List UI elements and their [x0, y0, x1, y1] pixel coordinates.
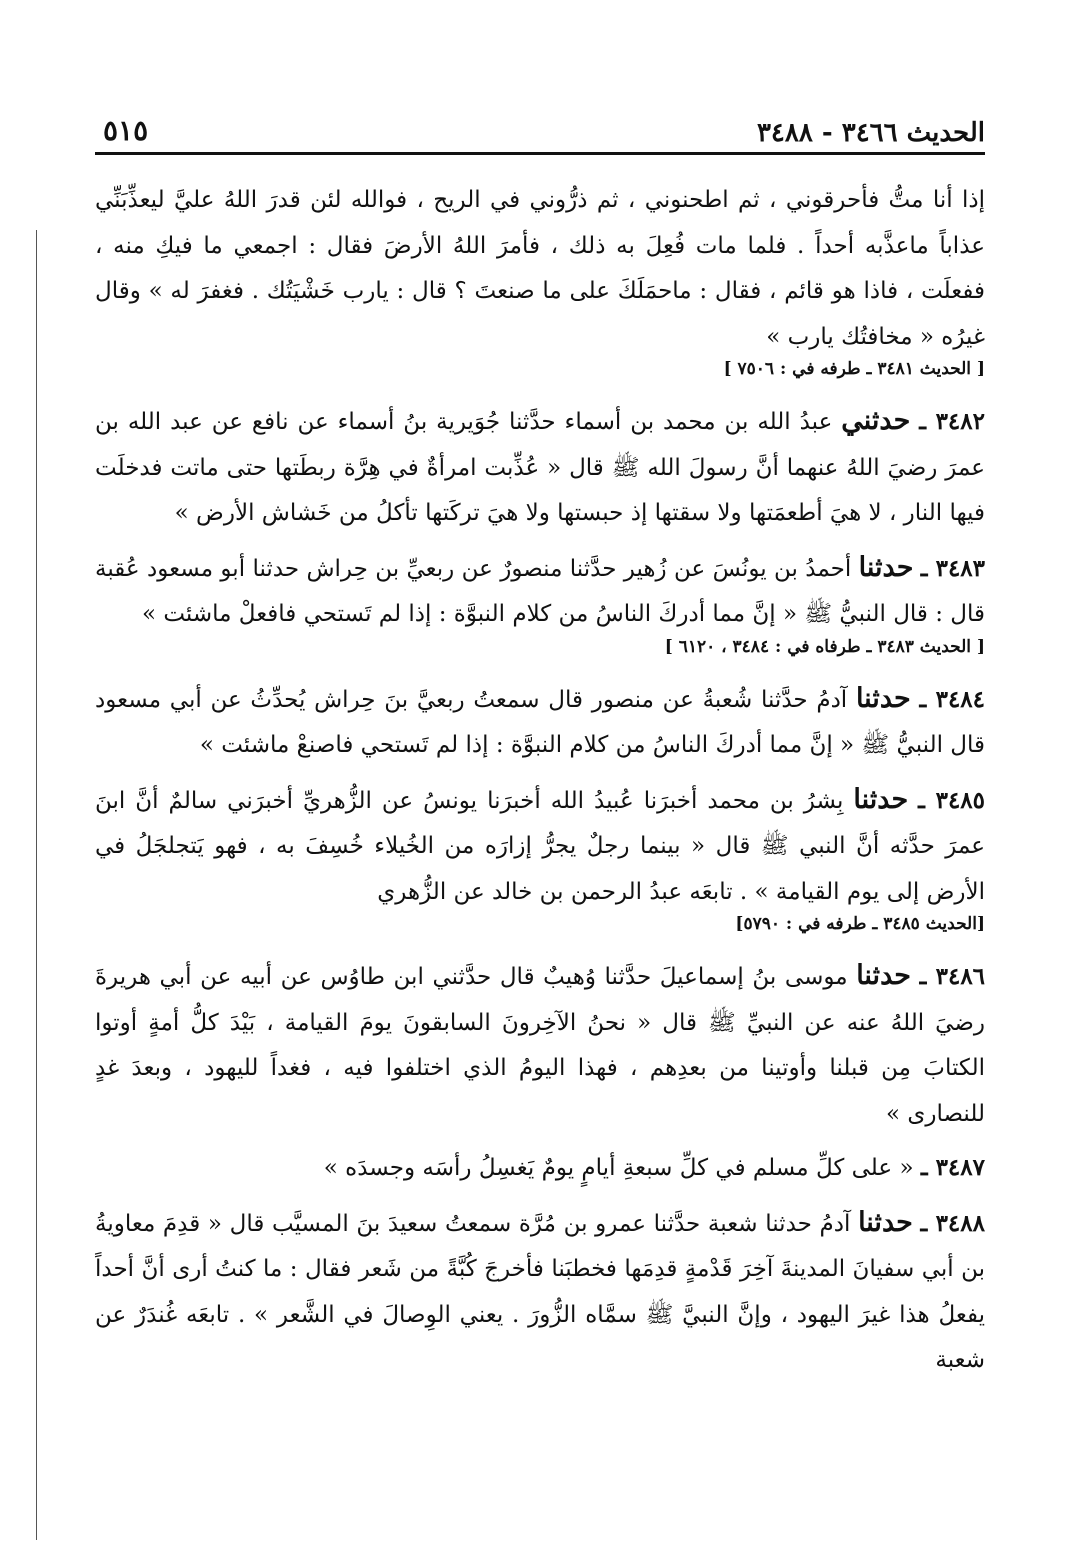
header-rule	[95, 152, 985, 155]
page-header	[95, 110, 985, 154]
margin-rule	[36, 230, 37, 1540]
hadith-number: ٣٤٨٥ ـ	[918, 786, 986, 814]
hadith-lead: حدثنا	[853, 783, 909, 815]
hadith-number: ٣٤٨٨ ـ	[920, 1209, 985, 1237]
hadith-text: عبدُ الله بن محمد بن أسماء حدَّثنا جُوَيرية بنُ أسماء عن نافع عن عبد الله بن عمرَ رضيَ اللهُ عنهما أنَّ رسولَ الله ﷺ قال « عُذِّبت امرأةٌ في هِرَّة ربطَتها حتى ماتت فدخلَت فيها النار ، لا هيَ أطعمَتها ولا سقتها إذ حبستها ولا هيَ تركَتها تأكلُ من خَشاش الأرض »	[95, 409, 985, 526]
hadith-continuation	[95, 178, 985, 360]
cross-reference: [الحديث ٣٤٨٥ ـ طرفه في : ٥٧٩٠]	[735, 914, 985, 934]
running-head: الحديث ٣٤٦٦ - ٣٤٨٨	[756, 118, 985, 148]
hadith-3486	[95, 953, 985, 1137]
hadith-lead: حدثنا	[858, 1206, 913, 1238]
hadith-lead: حدثنا	[855, 682, 911, 714]
hadith-text: أحمدُ بن يونُسَ عن زُهير حدَّثنا منصورٌ عن ربعيِّ بن حِراش حدثنا أبو مسعود عُقبة قال : قال النبيُّ ﷺ « إنَّ مما أدركَ الناسُ من كلام النبوَّة : إذا لم تَستحي فافعلْ ماشئت »	[95, 555, 985, 627]
hadith-text: آدمُ حدثنا شعبة حدَّثنا عمرو بن مُرَّة سمعتُ سعيدَ بنَ المسيَّب قال « قدِمَ معاويةُ بن أبي سفيانَ المدينةَ آخِرَ قَدْمةٍ قدِمَها فخطبَنا فأخرجَ كُبَّةً من شَعر فقال : ما كنتُ أرى أنَّ أحداً يفعلُ هذا غيرَ اليهود ، وإنَّ النبيَّ ﷺ سمَّاه الزُّورَ . يعني الوِصالَ في الشَّعر » . تابعَه غُندَرٌ عن شعبة	[95, 1210, 985, 1373]
hadith-text: بِشرُ بن محمد أخبرَنا عُبيدُ الله أخبرَنا يونسُ عن الزُّهريِّ أخبرَني سالمٌ أنَّ ابنَ عمرَ حدَّثه أنَّ النبي ﷺ قال « بينما رجلٌ يجرُّ إزارَه من الخُيلاء خُسِفَ به ، فهو يَتجلجَلُ في الأرض إلى يوم القيامة » . تابعَه عبدُ الرحمن بن خالد عن الزُّهري	[95, 787, 985, 905]
hadith-number: ٣٤٨٣ ـ	[920, 554, 986, 582]
hadith-text: موسى بنُ إسماعيلَ حدَّثنا وُهيبٌ قال حدَّثني ابن طاوُس عن أبيه عن أبي هريرةَ رضيَ اللهُ عنه عن النبيِّ ﷺ قال « نحنُ الآخِرونَ السابقونَ يومَ القيامة ، بَيْدَ كلُّ أمةٍ أوتوا الكتابَ مِن قبلنا وأوتينا من بعدِهم ، فهذا اليومُ الذي اختلفوا فيه ، فغداً لليهود ، وبعدَ غدٍ للنصارى »	[95, 964, 985, 1127]
hadith-number: ٣٤٨٢ ـ	[919, 408, 985, 435]
cross-reference: [ الحديث ٣٤٨١ ـ طرفه في : ٧٥٠٦ ]	[723, 359, 985, 379]
hadith-3482	[95, 398, 985, 537]
hadith-text: « على كلِّ مسلم في كلِّ سبعةِ أيامٍ يومٌ يَغسِلُ رأسَه وجسدَه »	[323, 1155, 914, 1181]
hadith-lead: حدثنا	[856, 960, 911, 991]
hadith-lead: حدثني	[841, 405, 911, 436]
hadith-lead: حدثنا	[858, 551, 914, 583]
hadith-number: ٣٤٨٦ ـ	[919, 963, 986, 990]
hadith-text: آدمُ حدَّثنا شُعبةُ عن منصور قال سمعتُ ربعيَّ بنَ حِراش يُحدِّثُ عن أبي مسعود قال النبيُّ ﷺ « إنَّ مما أدركَ الناسُ من كلام النبوَّة : إذا لم تَستحي فاصنعْ ماشئت »	[95, 686, 985, 758]
hadith-3483	[95, 545, 985, 638]
hadith-3484	[95, 676, 985, 769]
hadith-3485	[95, 777, 985, 916]
page-number: ٥١٥	[103, 114, 149, 147]
hadith-number: ٣٤٨٧ ـ	[920, 1154, 985, 1181]
cross-reference: [ الحديث ٣٤٨٣ ـ طرفاه في : ٣٤٨٤ ، ٦١٢٠ ]	[664, 636, 985, 657]
hadith-3487	[95, 1145, 985, 1192]
hadith-3488	[95, 1200, 985, 1384]
hadith-number: ٣٤٨٤ ـ	[919, 685, 986, 713]
page-body	[95, 178, 985, 1384]
hadith-text: إذا أنا متُّ فأحرقوني ، ثم اطحنوني ، ثم ذرُّوني في الريح ، فوالله لئن قدرَ اللهُ عليَّ ليعذِّبَنِّي عذاباً ماعذَّبه أحداً . فلما مات فُعِلَ به ذلك ، فأمرَ اللهُ الأرضَ فقال : اجمعي ما فيكِ منه ، ففعلَت ، فاذا هو قائم ، فقال : ماحمَلَكَ على ما صنعتَ ؟ قال : يارب خَشْيَتُك . فغفرَ له » وقال غيرُه « مخافتُك يارب »	[95, 187, 985, 350]
